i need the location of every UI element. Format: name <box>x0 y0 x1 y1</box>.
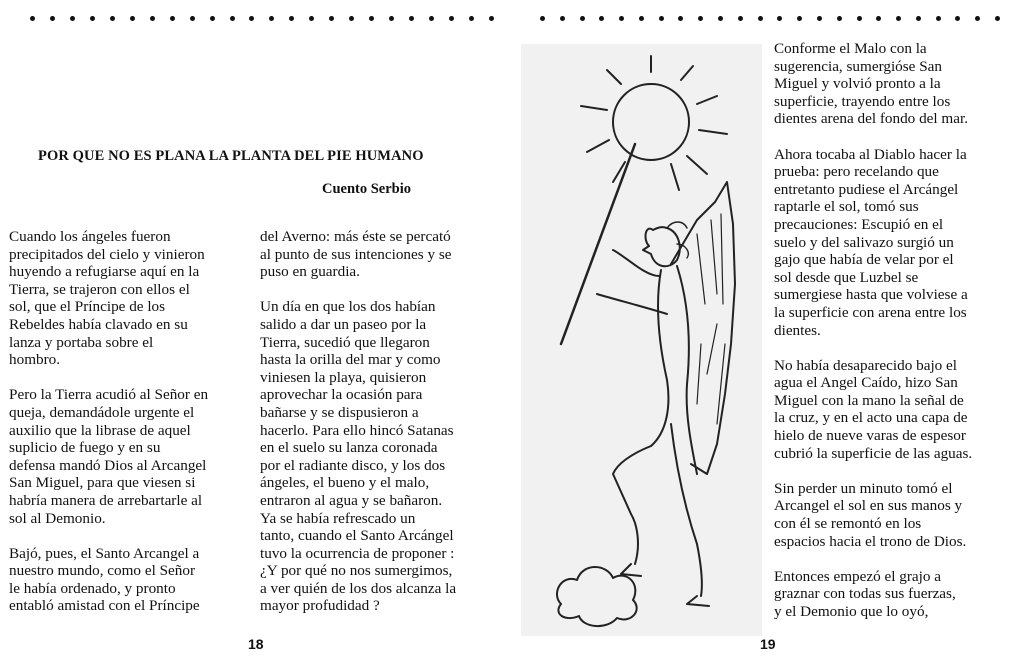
dot <box>797 16 802 21</box>
story-subtitle: Cuento Serbio <box>322 181 412 197</box>
story-title: POR QUE NO ES PLANA LA PLANTA DEL PIE HUMANO <box>38 148 424 164</box>
paragraph: del Averno: más éste se percató al punto de sus intenciones y se puso en guardia. <box>260 228 452 281</box>
paragraph: Conforme el Malo con la sugerencia, sumergióse San Miguel y volvió pronto a la superficie, trayendo entre los dientes arena del fondo del mar. <box>774 40 968 128</box>
dot <box>449 16 454 21</box>
dot <box>230 16 235 21</box>
dot <box>619 16 624 21</box>
dot <box>150 16 155 21</box>
cloud <box>557 567 637 626</box>
dot <box>130 16 135 21</box>
dot <box>817 16 822 21</box>
dot <box>329 16 334 21</box>
dot <box>599 16 604 21</box>
dot <box>50 16 55 21</box>
page-number-right: 19 <box>760 636 776 652</box>
dot <box>738 16 743 21</box>
dot <box>955 16 960 21</box>
dot <box>758 16 763 21</box>
dot <box>857 16 862 21</box>
dot <box>916 16 921 21</box>
dot <box>678 16 683 21</box>
dot <box>369 16 374 21</box>
dot <box>936 16 941 21</box>
arms <box>597 250 667 314</box>
text-column-3 <box>774 40 1019 638</box>
sun-disc <box>613 84 689 160</box>
dot <box>469 16 474 21</box>
paragraph: Un día en que los dos habían salido a dar un paseo por la Tierra, sucedió que llegaron hasta la orilla del mar y como viniesen la playa, quisieron aprovechar la ocasión para bañarse y se dispusieron a hacerlo. Para ello hincó Satanas en el suelo su lanza coronada por el radiante disco, y los dos ángeles, el bueno y el malo, entraron al agua y se bañaron. Ya se había refrescado un tanto, cuando el Santo Arcángel tuvo la ocurrencia de proponer : ¿Y por qué no nos sumergimos, a ver quién de los dos alcanza la mayor profudidad ? <box>260 298 457 615</box>
body-back <box>677 266 697 474</box>
paragraph: Ahora tocaba al Diablo hacer la prueba: pero recelando que entretanto pudiese el Arcángel raptarle el sol, tomó sus precauciones: Escupió en el suelo y del salivazo surgió un gajo que había de velar por el sol desde que Luzbel se sumergiese hasta que volviese a la superficie con arena entre los dientes. <box>774 145 968 339</box>
dot <box>659 16 664 21</box>
dot <box>995 16 1000 21</box>
dot <box>580 16 585 21</box>
dot <box>540 16 545 21</box>
dot <box>170 16 175 21</box>
dot <box>639 16 644 21</box>
text-column-2 <box>260 228 510 633</box>
dot <box>698 16 703 21</box>
dot <box>349 16 354 21</box>
dot <box>975 16 980 21</box>
dot <box>777 16 782 21</box>
paragraph: Bajó, pues, el Santo Arcangel a nuestro mundo, como el Señor le había ordenado, y pronto entabló amistad con el Príncipe <box>9 544 200 615</box>
dot <box>90 16 95 21</box>
dot <box>429 16 434 21</box>
dot <box>389 16 394 21</box>
dot <box>489 16 494 21</box>
dot <box>409 16 414 21</box>
dot <box>876 16 881 21</box>
angel-sun-illustration <box>521 44 762 636</box>
dot <box>210 16 215 21</box>
paragraph: No había desaparecido bajo el agua el Angel Caído, hizo San Miguel con la mano la señal de la cruz, y en el acto una capa de hielo de nueve varas de espesor cubrió la superficie de las aguas. <box>774 356 973 462</box>
spear <box>561 144 635 344</box>
paragraph: Pero la Tierra acudió al Señor en queja, demandádole urgente el auxilio que la librase de aquel suplicio de fuego y en su defensa mandó Dios al Arcangel San Miguel, para que viesen si habría manera de arrebartarle al sol al Demonio. <box>9 386 209 527</box>
page-top-dot-rule-left <box>30 14 494 22</box>
page-number-left: 18 <box>248 636 264 652</box>
dot <box>837 16 842 21</box>
dot <box>309 16 314 21</box>
dot <box>289 16 294 21</box>
dot <box>896 16 901 21</box>
dot <box>269 16 274 21</box>
sun-rays <box>581 56 727 190</box>
text-column-1 <box>9 228 255 633</box>
dot <box>560 16 565 21</box>
legs <box>613 424 702 596</box>
body-front <box>651 270 668 446</box>
dot <box>70 16 75 21</box>
paragraph: Entonces empezó el grajo a graznar con todas sus fuerzas, y el Demonio que lo oyó, <box>774 567 956 620</box>
dot <box>249 16 254 21</box>
dot <box>190 16 195 21</box>
dot <box>110 16 115 21</box>
wing-hatching <box>697 214 725 424</box>
sketch-drawing <box>521 44 762 636</box>
page-top-dot-rule-right <box>540 14 1000 22</box>
dot <box>30 16 35 21</box>
wing-outline <box>671 182 735 474</box>
dot <box>718 16 723 21</box>
paragraph: Cuando los ángeles fueron precipitados del cielo y vinieron huyendo a refugiarse aquí en la Tierra, se trajeron con ellos el sol, que el Príncipe de los Rebeldes había clavado en su lanza y portaba sobre el hombro. <box>9 228 205 369</box>
paragraph: Sin perder un minuto tomó el Arcangel el sol en sus manos y con él se remontó en los espacios hacia el trono de Dios. <box>774 479 967 550</box>
